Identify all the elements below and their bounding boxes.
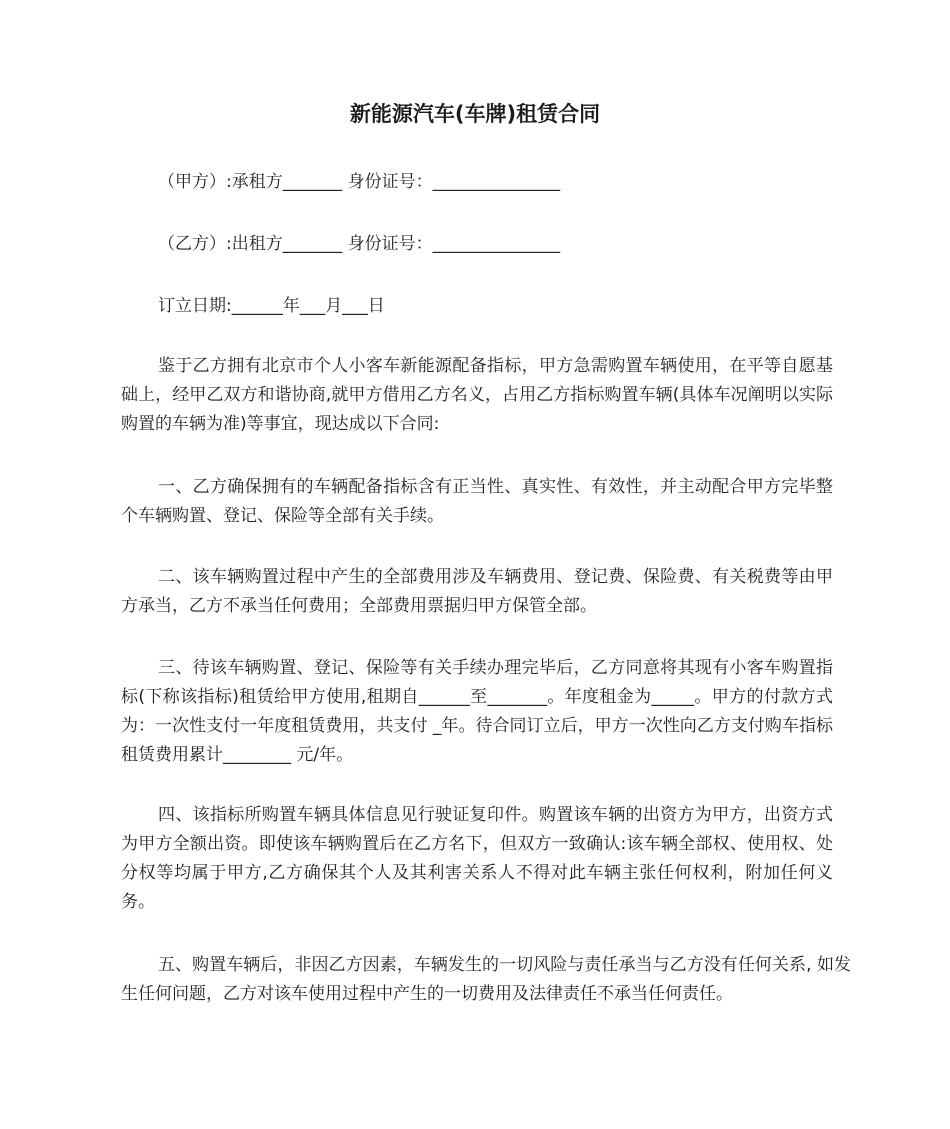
signing-date-line: 订立日期:______年___月___日 [158, 296, 385, 316]
document-title: 新能源汽车(车牌)租赁合同 [349, 102, 601, 126]
clause-5-paragraph: 五、购置车辆后，非因乙方因素，车辆发生的一切风险与责任承当与乙方没有任何关系, 如发生任何问题，乙方对该车使用过程中产生的一切费用及法律责任不承当任何责任。 [121, 955, 851, 1004]
party-a-line: （甲方）:承租方_______ 身份证号：_______________ [158, 172, 561, 192]
preamble-paragraph: 鉴于乙方拥有北京市个人小客车新能源配备指标，甲方急需购置车辆使用，在平等自愿基础上，经甲乙双方和谐协商,就甲方借用乙方名义，占用乙方指标购置车辆(具体车况阐明以实际购置的车辆为准)等事宜，现达成以下合同: [121, 356, 833, 434]
clause-1-paragraph: 一、乙方确保拥有的车辆配备指标含有正当性、真实性、有效性，并主动配合甲方完毕整个车辆购置、登记、保险等全部有关手续。 [121, 477, 833, 526]
clause-2-paragraph: 二、该车辆购置过程中产生的全部费用涉及车辆费用、登记费、保险费、有关税费等由甲方承当，乙方不承当任何费用；全部费用票据归甲方保管全部。 [121, 567, 833, 616]
party-b-line: （乙方）:出租方_______ 身份证号：_______________ [158, 234, 561, 254]
clause-3-paragraph: 三、待该车辆购置、登记、保险等有关手续办理完毕后，乙方同意将其现有小客车购置指标(下称该指标)租赁给甲方使用,租期自______至_______。年度租金为_____。甲方的付款方式为：一次性支付一年度租赁费用，共支付 _年。待合同订立后，甲方一次性向乙方支付购车指标租赁费用累计________ 元/年。 [121, 658, 833, 765]
clause-4-paragraph: 四、该指标所购置车辆具体信息见行驶证复印件。购置该车辆的出资方为甲方，出资方式为甲方全额出资。即使该车辆购置后在乙方名下，但双方一致确认:该车辆全部权、使用权、处分权等均属于甲方,乙方确保其个人及其利害关系人不得对此车辆主张任何权利，附加任何义务。 [121, 805, 833, 912]
